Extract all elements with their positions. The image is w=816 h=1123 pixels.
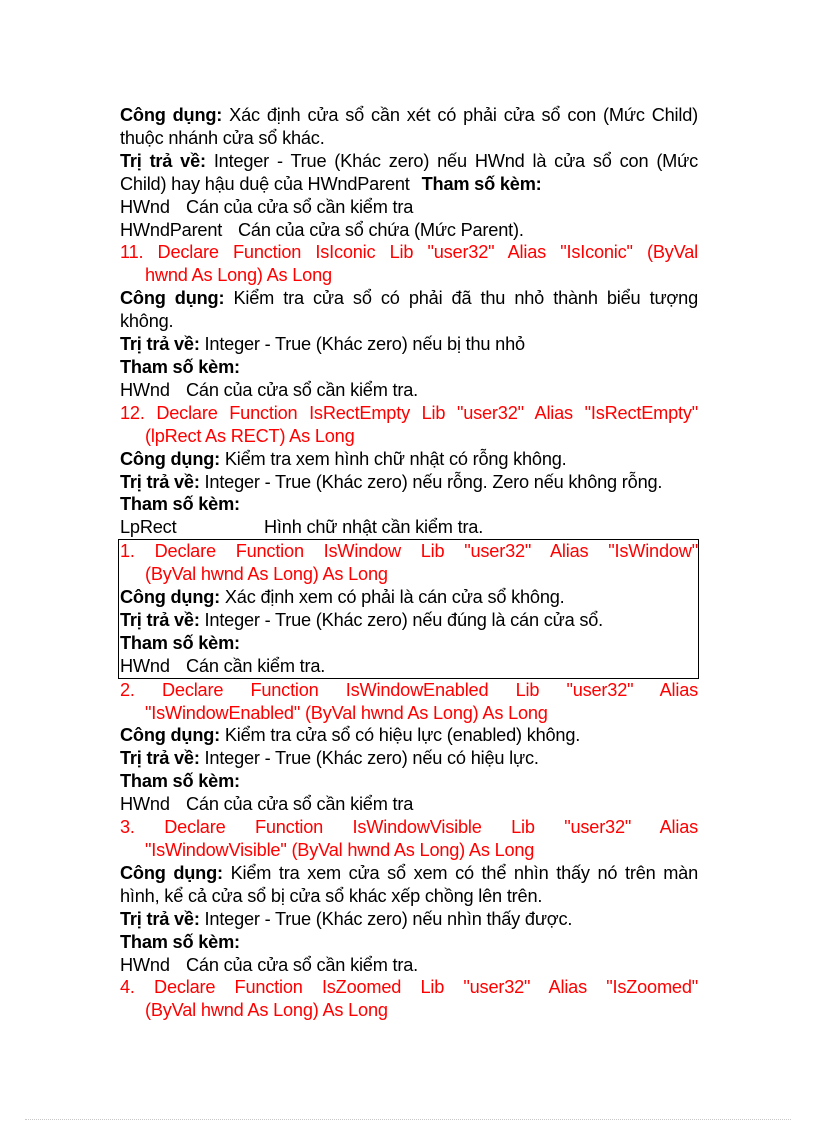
param-name: HWnd	[120, 379, 170, 400]
declaration-line-cont: (ByVal hwnd As Long) As Long	[145, 1000, 388, 1021]
declaration-line-cont: "IsWindowEnabled" (ByVal hwnd As Long) As Long	[145, 702, 548, 723]
declaration-line-cont: "IsWindowVisible" (ByVal hwnd As Long) As Long	[145, 840, 535, 860]
returns-line: Trị trả về: Integer - True (Khác zero) nếu có hiệu lực.	[120, 748, 539, 769]
param-row	[120, 379, 698, 402]
returns-label: Trị trả về:	[120, 748, 200, 769]
returns-line-cont: Child) hay hậu duệ của HWndParent Tham số kèm:	[120, 173, 542, 194]
param-row	[120, 219, 698, 242]
param-desc: Cán của cửa sổ cần kiểm tra.	[186, 954, 419, 975]
params-heading: Tham số kèm:	[120, 931, 240, 952]
param-row	[120, 196, 698, 219]
param-desc: Cán của cửa sổ cần kiểm tra.	[186, 379, 419, 400]
returns-label: Trị trả về:	[120, 471, 200, 492]
returns-line: Trị trả về: Integer - True (Khác zero) nếu HWnd là cửa sổ con (Mức	[120, 150, 698, 171]
usage-line-cont: thuộc nhánh cửa sổ khác.	[120, 127, 325, 148]
param-row	[120, 793, 698, 816]
params-heading: Tham số kèm:	[120, 494, 240, 515]
params-heading: Tham số kèm:	[120, 356, 240, 377]
declaration-line: 3. Declare Function IsWindowVisible Lib "user32" Alias	[120, 817, 698, 838]
declaration-line: 4. Declare Function IsZoomed Lib "user32" Alias "IsZoomed"	[120, 977, 698, 998]
usage-line-cont: không.	[120, 311, 174, 332]
usage-label: Công dụng:	[120, 587, 221, 608]
document-page	[120, 104, 698, 1022]
usage-line: Công dụng: Xác định xem có phải là cán cửa sổ không.	[120, 587, 565, 608]
returns-label: Trị trả về:	[120, 334, 200, 355]
usage-line: Công dụng: Kiểm tra xem hình chữ nhật có rỗng không.	[120, 448, 567, 469]
param-desc: Cán của cửa sổ cần kiểm tra	[186, 794, 414, 815]
declaration-line: 1. Declare Function IsWindow Lib "user32" Alias "IsWindow"	[120, 541, 698, 562]
declaration-line: 2. Declare Function IsWindowEnabled Lib "user32" Alias	[120, 679, 698, 700]
usage-line: Công dụng: Kiểm tra cửa sổ có hiệu lực (enabled) không.	[120, 725, 581, 746]
usage-line: Công dụng: Xác định cửa sổ cần xét có phải cửa sổ con (Mức Child)	[120, 105, 699, 125]
params-label: Tham số kèm:	[421, 173, 542, 194]
declaration-line-cont: (lpRect As RECT) As Long	[145, 425, 355, 446]
usage-label: Công dụng:	[120, 725, 221, 746]
usage-label: Công dụng:	[120, 448, 221, 469]
declaration-line-cont: hwnd As Long) As Long	[145, 265, 332, 286]
param-name: HWnd	[120, 794, 170, 815]
declaration-line: 11. Declare Function IsIconic Lib "user32" Alias "IsIconic" (ByVal	[120, 242, 698, 263]
param-desc: Hình chữ nhật cần kiểm tra.	[264, 517, 484, 538]
param-name: HWnd	[120, 655, 170, 676]
usage-line-cont: hình, kể cả cửa sổ bị cửa sổ khác xếp chồng lên trên.	[120, 885, 543, 906]
param-row	[120, 516, 698, 539]
returns-line: Trị trả về: Integer - True (Khác zero) nếu rỗng. Zero nếu không rỗng.	[120, 471, 663, 492]
param-name: HWndParent	[120, 219, 223, 240]
returns-label: Trị trả về:	[120, 908, 200, 929]
param-name: HWnd	[120, 954, 170, 975]
usage-line: Công dụng: Kiểm tra cửa sổ có phải đã thu nhỏ thành biểu tượng	[120, 288, 698, 309]
usage-label: Công dụng:	[120, 862, 223, 883]
returns-line: Trị trả về: Integer - True (Khác zero) nếu nhìn thấy được.	[120, 908, 573, 929]
returns-label: Trị trả về:	[120, 609, 200, 630]
param-desc: Cán của cửa sổ chứa (Mức Parent).	[238, 219, 524, 240]
param-name: LpRect	[120, 517, 177, 538]
param-desc: Cán cần kiểm tra.	[186, 655, 326, 676]
params-heading: Tham số kèm:	[120, 771, 240, 792]
returns-line: Trị trả về: Integer - True (Khác zero) nếu bị thu nhỏ	[120, 334, 525, 355]
param-name: HWnd	[120, 196, 170, 217]
usage-line: Công dụng: Kiểm tra xem cửa sổ xem có thể nhìn thấy nó trên màn	[120, 862, 699, 883]
returns-line: Trị trả về: Integer - True (Khác zero) nếu đúng là cán cửa sổ.	[120, 609, 604, 630]
usage-label: Công dụng:	[120, 288, 225, 309]
usage-label: Công dụng:	[120, 105, 223, 125]
returns-label: Trị trả về:	[120, 150, 206, 171]
page-bottom-rule	[25, 1119, 791, 1120]
param-desc: Cán của cửa sổ cần kiểm tra	[186, 196, 414, 217]
params-heading: Tham số kèm:	[120, 632, 240, 653]
param-row	[120, 954, 698, 977]
param-row	[120, 655, 698, 678]
declaration-line-cont: (ByVal hwnd As Long) As Long	[145, 564, 388, 585]
declaration-line: 12. Declare Function IsRectEmpty Lib "user32" Alias "IsRectEmpty"	[120, 402, 698, 423]
boxed-section	[118, 539, 699, 678]
